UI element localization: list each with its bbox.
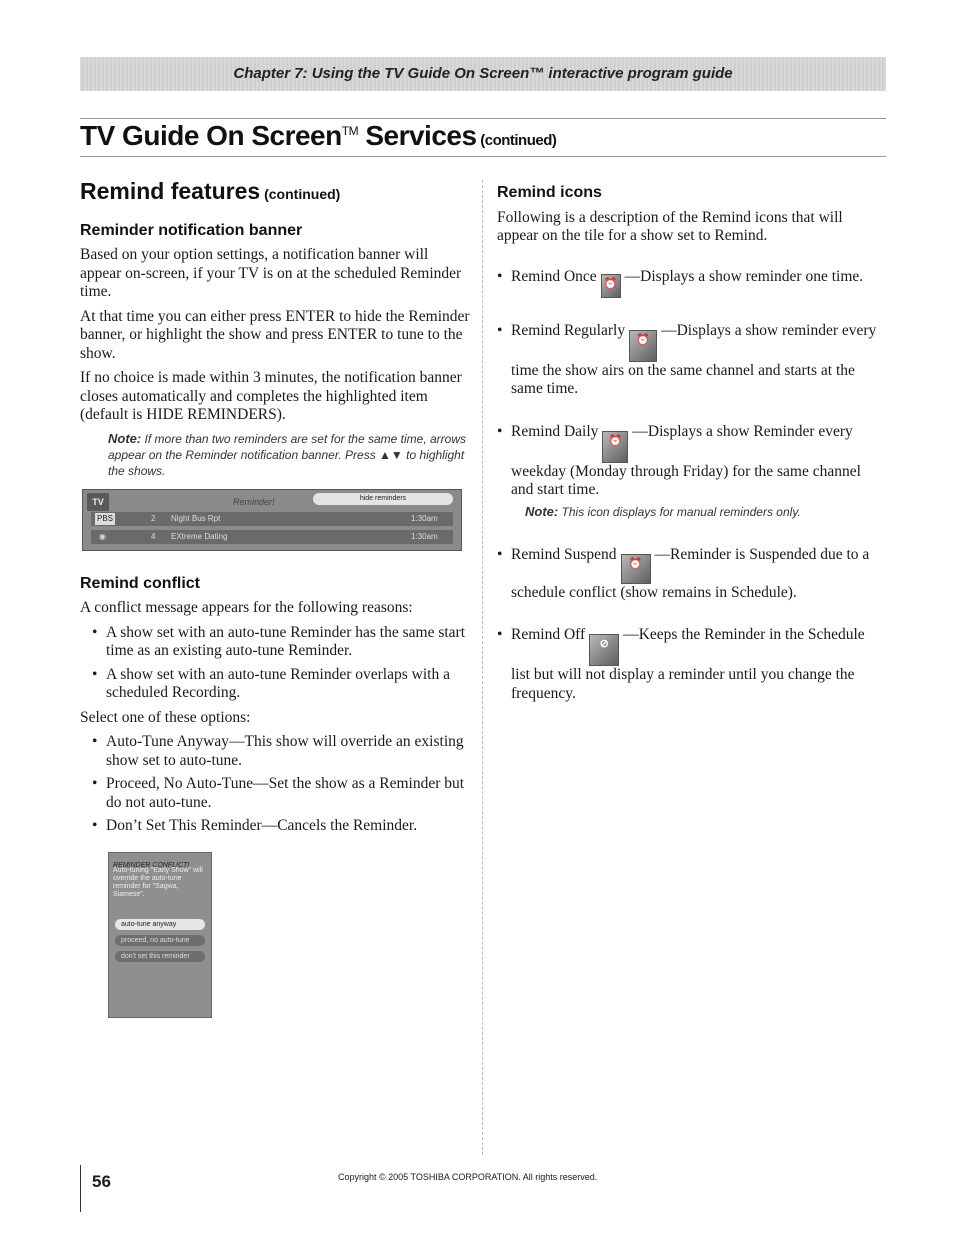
banner-row (91, 512, 453, 526)
show-name: EXtreme Dating (171, 531, 228, 541)
proceed-no-auto-tune-option: proceed, no auto-tune (115, 935, 205, 946)
icon-desc: —Displays a show Reminder every weekday (Monday through Friday) for the same channel and start time. (511, 422, 861, 498)
conflict-dialog-title: REMINDER CONFLICT! (113, 861, 190, 869)
icon-name: Remind Daily (511, 422, 599, 440)
channel-number: 4 (151, 531, 156, 541)
list-item (511, 268, 887, 298)
list-item: • Don’t Set This Reminder—Cancels the Reminder. (106, 817, 470, 836)
remind-icons-intro: Following is a description of the Remind icons that will appear on the tile for a show set to Remind. (497, 208, 843, 244)
banner-subheading: Reminder notification banner (80, 221, 303, 239)
banner-note-text: If more than two reminders are set for the same time, arrows appear on the Reminder notification banner. Press ▲▼ to highlight the shows. (108, 431, 467, 478)
banner-note-label: Note: (108, 430, 142, 446)
list-item (511, 322, 887, 399)
conflict-subheading: Remind conflict (80, 574, 201, 592)
conflict-options-list (80, 733, 470, 836)
section-heading (80, 178, 470, 204)
icon-desc: —Keeps the Reminder in the Schedule list but will not display a reminder until you change the frequency. (511, 626, 865, 702)
copyright: Copyright © 2005 TOSHIBA CORPORATION. All rights reserved. (338, 1172, 598, 1182)
hide-reminders-button: hide reminders (313, 493, 453, 505)
remind-regularly-icon: ⏰ (629, 330, 657, 362)
options-intro: Select one of these options: (80, 708, 251, 726)
list-item (511, 546, 887, 603)
remind-off-icon: ⊘ (589, 634, 619, 666)
auto-tune-anyway-option: auto-tune anyway (115, 919, 205, 930)
channel-number: 2 (151, 513, 156, 523)
banner-title: Reminder! (233, 496, 275, 507)
list-item (511, 423, 887, 500)
icon-name: Remind Regularly (511, 321, 626, 339)
remind-icons-list (497, 268, 887, 500)
icon-desc: —Reminder is Suspended due to a schedule conflict (show remains in Schedule). (511, 545, 870, 601)
list-item: • A show set with an auto-tune Reminder overlaps with a scheduled Recording. (106, 666, 470, 703)
title-main: TV Guide On Screen (80, 120, 342, 151)
section-heading-text: Remind features (80, 178, 261, 204)
reminder-banner-screenshot (82, 489, 462, 551)
conflict-dialog-message: Auto-tuning "Early Show" will override the auto-tune reminder for "Sagwa, Siamese". (113, 866, 203, 898)
left-column (80, 178, 470, 1018)
remind-icons-subheading: Remind icons (497, 184, 602, 201)
channel-icon: ◉ (99, 531, 106, 541)
footer-rule (80, 1165, 81, 1212)
reminder-conflict-screenshot (108, 852, 212, 1018)
title-bottom-rule (80, 156, 886, 157)
list-item (511, 626, 887, 703)
chapter-header: Chapter 7: Using the TV Guide On Screen™ interactive program guide (80, 57, 886, 91)
icon-desc: —Displays a show reminder every time the show airs on the same channel and starts at the same time. (511, 321, 877, 397)
banner-paragraph-1: Based on your option settings, a notification banner will appear on-screen, if your TV is on at the scheduled Reminder time. (80, 246, 462, 300)
right-column (497, 184, 887, 727)
remind-daily-note-label: Note: (525, 503, 559, 519)
remind-daily-note-text: This icon displays for manual reminders only. (558, 504, 801, 519)
column-divider (482, 180, 483, 1155)
remind-once-icon: ⏰ (601, 274, 621, 298)
title-top-rule (80, 118, 886, 119)
banner-row (91, 530, 453, 544)
tv-guide-logo: TV (87, 493, 109, 511)
section-heading-continued: (continued) (260, 186, 341, 202)
banner-paragraph-2: At that time you can either press ENTER to hide the Reminder banner, or highlight the show and press ENTER to tune to the show. (80, 307, 470, 362)
banner-paragraph-3: If no choice is made within 3 minutes, the notification banner closes automatically and completes the highlighted item (default is HIDE REMINDERS). (80, 369, 462, 423)
icon-name: Remind Suspend (511, 545, 617, 563)
conflict-intro: A conflict message appears for the following reasons: (80, 599, 413, 616)
show-time: 1:30am (411, 531, 438, 541)
channel-name: PBS (97, 513, 114, 523)
show-name: Night Bus Rpt (171, 513, 221, 523)
page-number: 56 (92, 1172, 111, 1191)
conflict-reasons-list (80, 624, 470, 703)
remind-daily-icon: ⏰ (602, 431, 628, 463)
show-time: 1:30am (411, 513, 438, 523)
icon-name: Remind Off (511, 626, 586, 643)
remind-suspend-icon: ⏰ (621, 554, 651, 584)
icon-name: Remind Once (511, 267, 597, 285)
list-item: • Auto-Tune Anyway—This show will override an existing show set to auto-tune. (106, 733, 470, 770)
title-continued: (continued) (476, 132, 557, 149)
icon-desc: —Displays a show reminder one time. (624, 267, 864, 285)
title-tm: TM (341, 124, 359, 138)
remind-icons-list-continued (497, 546, 887, 704)
page-title (80, 120, 556, 152)
banner-note (108, 431, 470, 479)
title-main2: Services (358, 120, 477, 151)
remind-daily-note (525, 504, 887, 520)
dont-set-reminder-option: don't set this reminder (115, 951, 205, 962)
list-item: • Proceed, No Auto-Tune—Set the show as a Reminder but do not auto-tune. (106, 775, 470, 812)
list-item: • A show set with an auto-tune Reminder has the same start time as an existing auto-tune Reminder. (106, 624, 470, 661)
